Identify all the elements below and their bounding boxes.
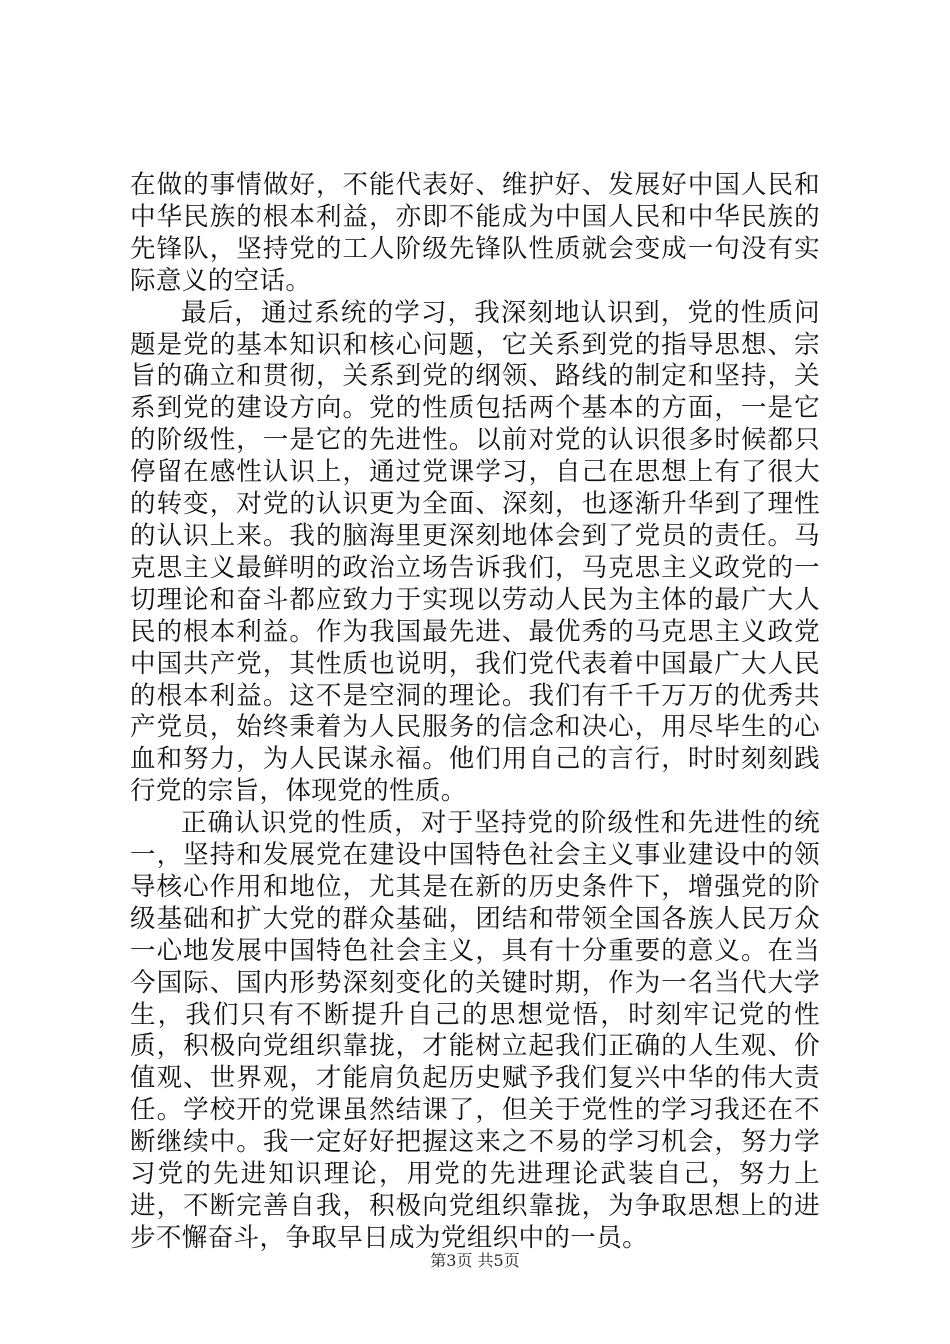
paragraph-correct-understanding: 正确认识党的性质，对于坚持党的阶级性和先进性的统一，坚持和发展党在建设中国特色社会主义事业建设中的领导核心作用和地位，尤其是在新的历史条件下，增强党的阶级基础和扩大党的群众基础，团结和带领全国各族人民万众一心地发展中国特色社会主义，具有十分重要的意义。在当今国际、国内形势深刻变化的关键时期，作为一名当代大学生，我们只有不断提升自己的思想觉悟，时刻牢记党的性质，积极向党组织靠拢，才能树立起我们正确的人生观、价值观、世界观，才能肩负起历史赋予我们复兴中华的伟大责任。学校开的党课虽然结课了，但关于党性的学习我还在不断继续中。我一定好好把握这来之不易的学习机会，努力学习党的先进知识理论，用党的先进理论武装自己，努力上进，不断完善自我，积极向党组织靠拢，为争取思想上的进步不懈奋斗，争取早日成为党组织中的一员。	[130, 808, 820, 1253]
page-number-footer: 第3页 共5页	[430, 1251, 520, 1270]
document-body	[130, 170, 820, 1255]
paragraph-continuation: 在做的事情做好，不能代表好、维护好、发展好中国人民和中华民族的根本利益，亦即不能成为中国人民和中华民族的先锋队，坚持党的工人阶级先锋队性质就会变成一句没有实际意义的空话。	[130, 170, 820, 296]
paragraph-party-nature: 最后，通过系统的学习，我深刻地认识到，党的性质问题是党的基本知识和核心问题，它关系到党的指导思想、宗旨的确立和贯彻，关系到党的纲领、路线的制定和坚持，关系到党的建设方向。党的性质包括两个基本的方面，一是它的阶级性，一是它的先进性。以前对党的认识很多时候都只停留在感性认识上，通过党课学习，自己在思想上有了很大的转变，对党的认识更为全面、深刻，也逐渐升华到了理性的认识上来。我的脑海里更深刻地体会到了党员的责任。马克思主义最鲜明的政治立场告诉我们，马克思主义政党的一切理论和奋斗都应致力于实现以劳动人民为主体的最广大人民的根本利益。作为我国最先进、最优秀的马克思主义政党中国共产党，其性质也说明，我们党代表着中国最广大人民的根本利益。这不是空洞的理论。我们有千千万万的优秀共产党员，始终秉着为人民服务的信念和决心，用尽毕生的心血和努力，为人民谋永福。他们用自己的言行，时时刻刻践行党的宗旨，体现党的性质。	[130, 297, 820, 807]
